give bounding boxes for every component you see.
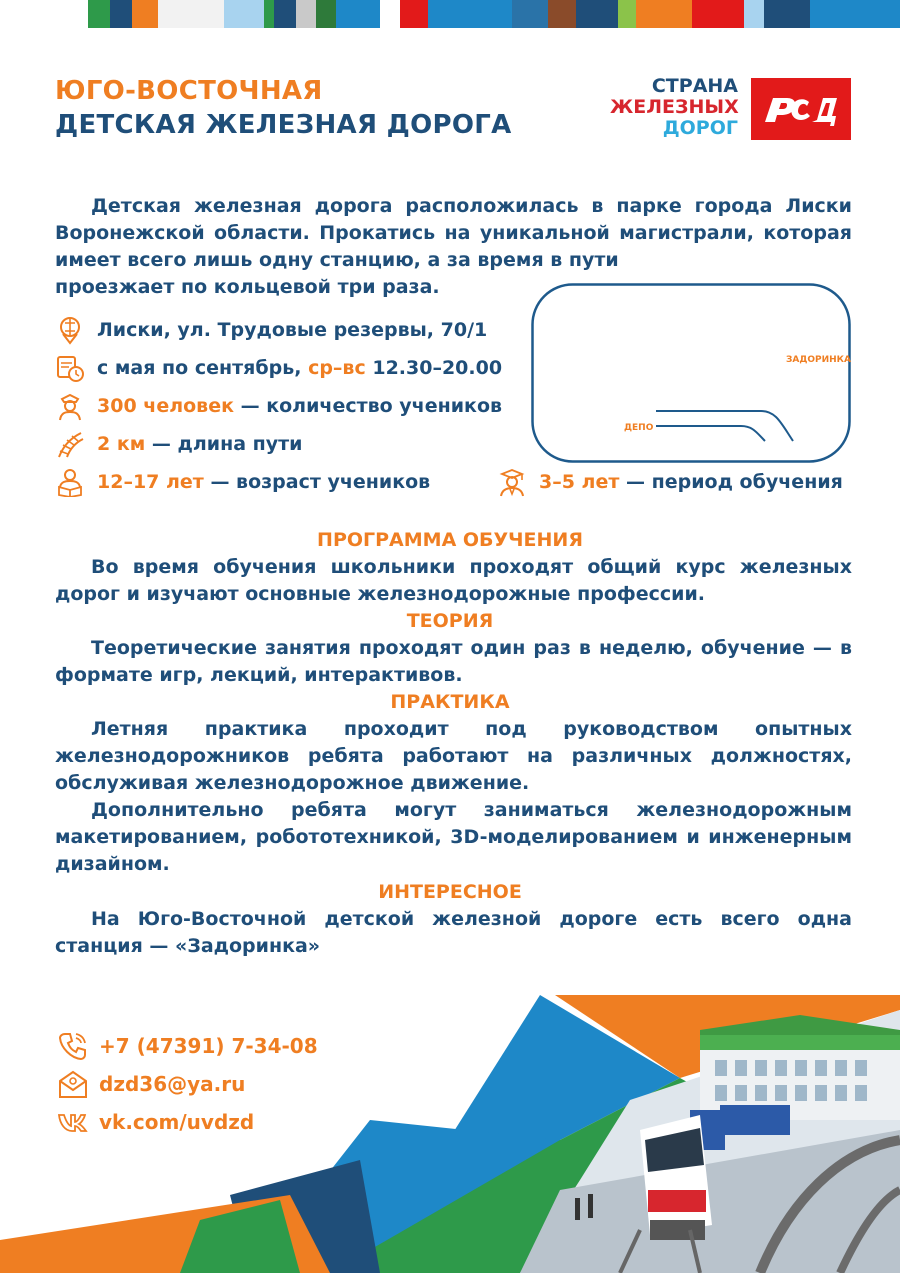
fact-address [55,313,487,347]
length-label: — длина пути [151,433,303,455]
practice-heading: ПРАКТИКА [390,691,510,713]
rail-track-icon [55,429,85,459]
intro-paragraph [55,193,852,274]
intro-text-end: проезжает по кольцевой три раза. [55,276,440,298]
schedule-days: ср–вс [308,357,366,379]
theory-heading: ТЕОРИЯ [406,610,494,632]
logo-line-2: ЖЕЛЕЗНЫХ [610,96,739,118]
age-label: — возраст учеников [210,471,431,493]
strana-logo-text [610,76,738,139]
map-depot-label: ДЕПО [624,423,654,433]
program-text: Во время обучения школьники проходят общий курс железных дорог и изучают основные железнодорожные профессии. [55,556,852,605]
page-title [55,74,512,142]
students-label: — количество учеников [240,395,503,417]
email-text: dzd36@ya.ru [99,1072,246,1096]
railway-map [531,283,851,463]
length-value: 2 км [97,433,146,455]
interesting-heading: ИНТЕРЕСНОЕ [378,881,522,903]
practice-text-1: Летняя практика проходит под руководством опытных железнодорожников ребята работают на различных должностях, обслуживая железнодорожное движение. [55,718,852,794]
contact-vk[interactable] [57,1106,254,1138]
logo-line-1: СТРАНА [651,75,738,97]
logo-line-3: ДОРОГ [662,117,738,139]
program-text-block [55,554,852,608]
vk-text: vk.com/uvdzd [99,1110,255,1134]
student-book-icon [55,467,85,497]
interesting-text-block [55,906,852,960]
phone-icon [57,1030,89,1062]
practice-text-2: Дополнительно ребята могут заниматься железнодорожным макетированием, робототехникой, 3D-моделированием и инженерным дизайном. [55,799,852,875]
fact-schedule [55,351,502,385]
interesting-text: На Юго-Восточной детской железной дороге есть всего одна станция — «Задоринка» [55,908,852,957]
age-value: 12–17 лет [97,471,204,493]
period-label: — период обучения [626,471,843,493]
location-pin-icon [55,315,85,345]
practice-text-block [55,716,852,878]
program-heading: ПРОГРАММА ОБУЧЕНИЯ [317,529,583,551]
contact-phone[interactable] [57,1030,318,1062]
title-line-1: ЮГО-ВОСТОЧНАЯ [55,76,323,106]
theory-text-block [55,635,852,689]
theory-text: Теоретические занятия проходят один раз в неделю, обучение — в формате игр, лекций, интерактивов. [55,637,852,686]
map-station-label: ЗАДОРИНКА [786,355,851,365]
rzd-logo-mark-icon [751,78,851,140]
period-value: 3–5 лет [539,471,620,493]
conductor-icon [55,391,85,421]
email-icon [57,1068,89,1100]
schedule-prefix: с мая по сентябрь, [97,357,302,379]
fact-period [497,465,843,499]
fact-length [55,427,302,461]
graduate-icon [497,467,527,497]
intro-text: Детская железная дорога расположилась в парке города Лиски Воронежской области. Прокатись на уникальной магистрали, которая имеет всего лишь одну станцию, а за время в пути [55,195,852,271]
phone-text: +7 (47391) 7-34-08 [99,1034,318,1058]
schedule-hours: 12.30–20.00 [372,357,503,379]
railway-loop-diagram [531,283,851,463]
intro-paragraph-end [55,274,515,301]
title-line-2: ДЕТСКАЯ ЖЕЛЕЗНАЯ ДОРОГА [55,110,512,140]
students-value: 300 человек [97,395,234,417]
top-color-stripe [0,0,900,28]
calendar-clock-icon [55,353,85,383]
vk-icon [57,1106,89,1138]
fact-students [55,389,502,423]
address-text: Лиски, ул. Трудовые резервы, 70/1 [97,319,488,341]
rzd-logo [751,78,851,140]
contact-email[interactable] [57,1068,245,1100]
fact-age [55,465,430,499]
